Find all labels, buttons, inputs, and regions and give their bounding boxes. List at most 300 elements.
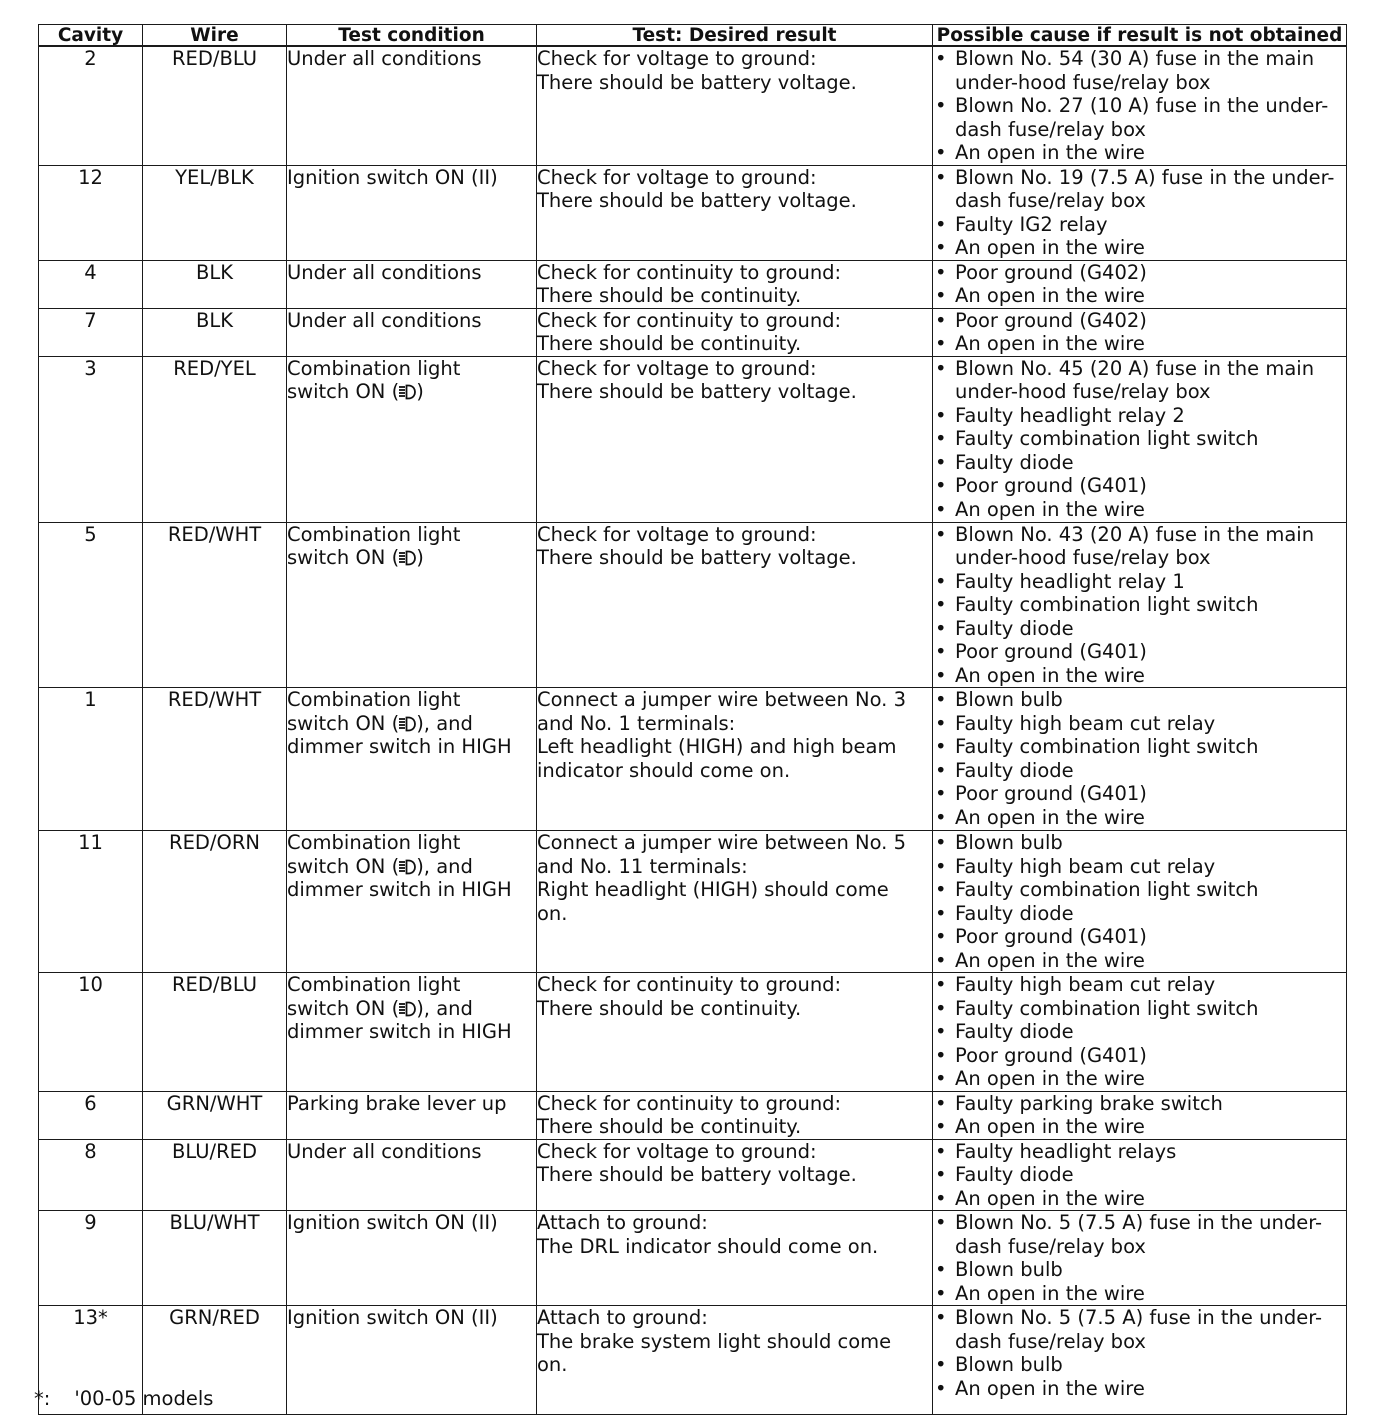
desired-result-cell bbox=[537, 1306, 933, 1415]
cause-item bbox=[933, 1067, 1346, 1091]
result-text: Check for voltage to ground: bbox=[537, 356, 817, 380]
cause-text: Blown bulb bbox=[955, 831, 1063, 854]
result-text: The DRL indicator should come on. bbox=[537, 1234, 879, 1258]
test-condition-cell bbox=[287, 1091, 537, 1139]
cause-item bbox=[933, 949, 1346, 973]
result-text: Connect a jumper wire between No. 5 bbox=[537, 831, 906, 854]
cause-item bbox=[933, 925, 1346, 949]
desired-result-cell bbox=[537, 831, 933, 973]
cause-item bbox=[933, 1092, 1346, 1116]
bullet-icon: • bbox=[935, 332, 947, 355]
cause-item bbox=[933, 523, 1346, 570]
cavity-cell bbox=[39, 356, 143, 522]
desired-result-cell bbox=[537, 356, 933, 522]
cavity-number: 13* bbox=[73, 1306, 108, 1329]
desired-result-cell bbox=[537, 260, 933, 308]
cause-item bbox=[933, 47, 1346, 94]
cause-item bbox=[933, 1306, 1346, 1353]
bullet-icon: • bbox=[935, 522, 947, 546]
result-text: Check for continuity to ground: bbox=[537, 1091, 842, 1115]
cause-text: Faulty parking brake switch bbox=[955, 1091, 1223, 1115]
wire-cell bbox=[143, 1091, 287, 1139]
bullet-icon: • bbox=[935, 1211, 947, 1234]
bullet-icon: • bbox=[935, 1020, 947, 1043]
possible-cause-cell bbox=[933, 688, 1347, 831]
headlight-high-beam-icon bbox=[399, 382, 416, 398]
cause-item bbox=[933, 498, 1346, 522]
cavity-number: 3 bbox=[84, 356, 97, 380]
cause-item bbox=[933, 855, 1346, 879]
wire-cell bbox=[143, 522, 287, 688]
cavity-cell bbox=[39, 260, 143, 308]
condition-line bbox=[287, 380, 536, 404]
condition-text: Combination light bbox=[287, 356, 461, 380]
wire-color: RED/YEL bbox=[173, 356, 256, 380]
cause-text: An open in the wire bbox=[955, 1186, 1145, 1210]
cause-item bbox=[933, 759, 1346, 783]
condition-line bbox=[287, 712, 536, 736]
cause-text: Blown No. 45 (20 A) fuse in the main under-hood fuse/relay box bbox=[955, 356, 1315, 403]
cause-text: Faulty headlight relay 1 bbox=[955, 569, 1185, 593]
bullet-icon: • bbox=[935, 284, 947, 307]
wire-color: YEL/BLK bbox=[175, 165, 254, 189]
cause-text: Poor ground (G402) bbox=[955, 308, 1147, 332]
condition-text: switch ON ( bbox=[287, 711, 400, 735]
footnote-text: '00-05 models bbox=[74, 1387, 214, 1410]
cause-text: An open in the wire bbox=[955, 141, 1145, 164]
result-text: Check for voltage to ground: bbox=[537, 165, 817, 189]
cause-text: Blown No. 5 (7.5 A) fuse in the under-dash fuse/relay box bbox=[955, 1306, 1323, 1353]
cause-list bbox=[933, 831, 1346, 972]
cause-item bbox=[933, 1282, 1346, 1306]
headlight-high-beam-icon bbox=[399, 714, 416, 730]
cause-text: Faulty combination light switch bbox=[955, 427, 1259, 450]
result-text: There should be continuity. bbox=[537, 1115, 802, 1138]
condition-text: Under all conditions bbox=[287, 308, 482, 332]
wire-color: RED/ORN bbox=[169, 831, 260, 854]
cause-text: Poor ground (G401) bbox=[955, 1043, 1147, 1067]
table-body bbox=[39, 46, 1347, 1415]
possible-cause-cell bbox=[933, 308, 1347, 356]
bullet-icon: • bbox=[935, 688, 947, 711]
cause-text: Faulty diode bbox=[955, 450, 1074, 474]
possible-cause-cell bbox=[933, 831, 1347, 973]
cavity-cell bbox=[39, 1091, 143, 1139]
table-header-row bbox=[39, 25, 1347, 47]
cause-item bbox=[933, 617, 1346, 641]
bullet-icon: • bbox=[935, 996, 947, 1020]
possible-cause-cell bbox=[933, 356, 1347, 522]
cause-text: Poor ground (G401) bbox=[955, 640, 1147, 663]
cause-item bbox=[933, 451, 1346, 475]
table-row bbox=[39, 356, 1347, 522]
cause-list bbox=[933, 166, 1346, 260]
cavity-number: 8 bbox=[84, 1139, 97, 1163]
wire-color: RED/BLU bbox=[172, 47, 257, 70]
bullet-icon: • bbox=[935, 403, 947, 427]
cavity-number: 12 bbox=[78, 165, 103, 189]
possible-cause-cell bbox=[933, 973, 1347, 1092]
bullet-icon: • bbox=[935, 782, 947, 805]
cause-item bbox=[933, 712, 1346, 736]
cause-text: An open in the wire bbox=[955, 1115, 1145, 1138]
desired-result-cell bbox=[537, 1139, 933, 1211]
desired-result-cell bbox=[537, 688, 933, 831]
cause-text: Blown No. 54 (30 A) fuse in the main under-hood fuse/relay box bbox=[955, 47, 1315, 94]
possible-cause-cell bbox=[933, 1211, 1347, 1306]
cavity-number: 1 bbox=[84, 688, 97, 711]
result-text: There should be battery voltage. bbox=[537, 189, 857, 212]
condition-line bbox=[287, 855, 536, 879]
condition-text: dimmer switch in HIGH bbox=[287, 878, 512, 901]
cause-list bbox=[933, 973, 1346, 1091]
bullet-icon: • bbox=[935, 427, 947, 450]
test-condition-cell bbox=[287, 1139, 537, 1211]
bullet-icon: • bbox=[935, 663, 947, 687]
cause-list bbox=[933, 47, 1346, 165]
cavity-cell bbox=[39, 165, 143, 260]
bullet-icon: • bbox=[935, 1353, 947, 1376]
result-text: indicator should come on. bbox=[537, 758, 791, 782]
cause-text: Faulty combination light switch bbox=[955, 878, 1259, 901]
cavity-cell bbox=[39, 1211, 143, 1306]
cause-text: Faulty diode bbox=[955, 901, 1074, 925]
wire-cell bbox=[143, 46, 287, 165]
condition-text: switch ON ( bbox=[287, 996, 400, 1020]
footnote bbox=[34, 1387, 213, 1411]
result-text: There should be continuity. bbox=[537, 996, 802, 1020]
bullet-icon: • bbox=[935, 94, 947, 117]
cause-text: Blown bulb bbox=[955, 1353, 1063, 1376]
condition-text: Under all conditions bbox=[287, 260, 482, 284]
cavity-number: 7 bbox=[84, 308, 97, 332]
result-text: Check for voltage to ground: bbox=[537, 47, 817, 70]
cause-text: Faulty combination light switch bbox=[955, 735, 1259, 758]
bullet-icon: • bbox=[935, 758, 947, 782]
table-row bbox=[39, 165, 1347, 260]
cause-item bbox=[933, 94, 1346, 141]
bullet-icon: • bbox=[935, 1139, 947, 1163]
cause-text: Poor ground (G402) bbox=[955, 260, 1147, 284]
bullet-icon: • bbox=[935, 308, 947, 332]
bullet-icon: • bbox=[935, 616, 947, 640]
cause-item bbox=[933, 141, 1346, 165]
cavity-number: 4 bbox=[84, 260, 97, 284]
condition-text: Combination light bbox=[287, 688, 461, 711]
table-row bbox=[39, 831, 1347, 973]
result-text: and No. 1 terminals: bbox=[537, 711, 736, 735]
result-text: Right headlight (HIGH) should come bbox=[537, 878, 889, 901]
cause-text: Faulty diode bbox=[955, 1020, 1074, 1043]
cause-list bbox=[933, 688, 1346, 829]
cavity-number: 10 bbox=[78, 973, 103, 996]
possible-cause-cell bbox=[933, 522, 1347, 688]
wire-cell bbox=[143, 831, 287, 973]
table-row bbox=[39, 46, 1347, 165]
cause-list bbox=[933, 1211, 1346, 1305]
cavity-cell bbox=[39, 522, 143, 688]
result-text: There should be battery voltage. bbox=[537, 380, 857, 403]
cause-text: Faulty combination light switch bbox=[955, 593, 1259, 616]
cavity-number: 6 bbox=[84, 1091, 97, 1115]
bullet-icon: • bbox=[935, 165, 947, 189]
cause-item bbox=[933, 1115, 1346, 1139]
cause-item bbox=[933, 593, 1346, 617]
condition-text: ), and bbox=[416, 711, 473, 735]
result-text: Connect a jumper wire between No. 3 bbox=[537, 688, 906, 711]
test-condition-cell bbox=[287, 356, 537, 522]
cause-text: Blown bulb bbox=[955, 688, 1063, 711]
cause-list bbox=[933, 261, 1346, 308]
test-condition-cell bbox=[287, 46, 537, 165]
cause-item bbox=[933, 309, 1346, 333]
condition-line bbox=[287, 546, 536, 570]
condition-text: Parking brake lever up bbox=[287, 1091, 507, 1115]
bullet-icon: • bbox=[935, 1306, 947, 1329]
cavity-cell bbox=[39, 831, 143, 973]
wire-cell bbox=[143, 260, 287, 308]
table-row bbox=[39, 688, 1347, 831]
bullet-icon: • bbox=[935, 1281, 947, 1305]
cause-item bbox=[933, 806, 1346, 830]
wire-cell bbox=[143, 1139, 287, 1211]
cause-item bbox=[933, 878, 1346, 902]
condition-text: Combination light bbox=[287, 973, 461, 996]
bullet-icon: • bbox=[935, 925, 947, 948]
result-text: The brake system light should come bbox=[537, 1329, 892, 1353]
table-row bbox=[39, 308, 1347, 356]
table-row bbox=[39, 1091, 1347, 1139]
condition-text: Combination light bbox=[287, 831, 461, 854]
bullet-icon: • bbox=[935, 948, 947, 972]
cavity-cell bbox=[39, 1139, 143, 1211]
cause-item bbox=[933, 1020, 1346, 1044]
condition-text: Ignition switch ON (II) bbox=[287, 1211, 498, 1234]
test-condition-cell bbox=[287, 688, 537, 831]
test-condition-cell bbox=[287, 1211, 537, 1306]
cause-list bbox=[933, 523, 1346, 688]
bullet-icon: • bbox=[935, 1091, 947, 1115]
cause-text: Poor ground (G401) bbox=[955, 925, 1147, 948]
cause-item bbox=[933, 664, 1346, 688]
result-text: There should be continuity. bbox=[537, 284, 802, 307]
bullet-icon: • bbox=[935, 593, 947, 616]
bullet-icon: • bbox=[935, 1067, 947, 1090]
possible-cause-cell bbox=[933, 260, 1347, 308]
table-row bbox=[39, 260, 1347, 308]
cause-item bbox=[933, 1187, 1346, 1211]
desired-result-cell bbox=[537, 522, 933, 688]
cause-item bbox=[933, 236, 1346, 260]
condition-text: ), and bbox=[416, 854, 473, 878]
cause-item bbox=[933, 1163, 1346, 1187]
wire-cell bbox=[143, 308, 287, 356]
cause-item bbox=[933, 427, 1346, 451]
cause-text: An open in the wire bbox=[955, 284, 1145, 307]
cause-item bbox=[933, 1353, 1346, 1377]
cause-item bbox=[933, 474, 1346, 498]
wire-color: RED/WHT bbox=[167, 688, 262, 711]
cause-item bbox=[933, 1211, 1346, 1258]
condition-text: Under all conditions bbox=[287, 1139, 482, 1163]
cause-text: Faulty diode bbox=[955, 758, 1074, 782]
cause-text: Blown No. 5 (7.5 A) fuse in the under-dash fuse/relay box bbox=[955, 1211, 1323, 1258]
bullet-icon: • bbox=[935, 1376, 947, 1400]
bullet-icon: • bbox=[935, 236, 947, 259]
bullet-icon: • bbox=[935, 805, 947, 829]
cause-text: An open in the wire bbox=[955, 1281, 1145, 1305]
cause-item bbox=[933, 1140, 1346, 1164]
cavity-number: 9 bbox=[84, 1211, 97, 1234]
condition-text: switch ON ( bbox=[287, 854, 400, 878]
cause-list bbox=[933, 1140, 1346, 1211]
table-row bbox=[39, 1306, 1347, 1415]
cause-item bbox=[933, 404, 1346, 428]
cause-text: Blown No. 19 (7.5 A) fuse in the under-dash fuse/relay box bbox=[955, 165, 1335, 212]
headlight-high-beam-icon bbox=[399, 999, 416, 1015]
bullet-icon: • bbox=[935, 1163, 947, 1186]
cavity-cell bbox=[39, 308, 143, 356]
result-text: Check for continuity to ground: bbox=[537, 973, 842, 996]
footnote-mark: *: bbox=[34, 1387, 51, 1410]
bullet-icon: • bbox=[935, 47, 947, 70]
wire-cell bbox=[143, 1211, 287, 1306]
desired-result-cell bbox=[537, 46, 933, 165]
result-text: Left headlight (HIGH) and high beam bbox=[537, 735, 897, 758]
header-desired-result: Test: Desired result bbox=[537, 25, 933, 47]
bullet-icon: • bbox=[935, 711, 947, 735]
possible-cause-cell bbox=[933, 46, 1347, 165]
result-text: Attach to ground: bbox=[537, 1306, 708, 1329]
header-wire: Wire bbox=[143, 25, 287, 47]
possible-cause-cell bbox=[933, 1091, 1347, 1139]
possible-cause-cell bbox=[933, 1306, 1347, 1415]
cause-text: Blown No. 27 (10 A) fuse in the under-dash fuse/relay box bbox=[955, 94, 1329, 141]
cause-list bbox=[933, 1092, 1346, 1139]
desired-result-cell bbox=[537, 973, 933, 1092]
cavity-cell bbox=[39, 973, 143, 1092]
wire-color: RED/WHT bbox=[167, 522, 262, 546]
cause-text: Poor ground (G401) bbox=[955, 474, 1147, 497]
cavity-number: 5 bbox=[84, 522, 97, 546]
bullet-icon: • bbox=[935, 474, 947, 497]
test-condition-cell bbox=[287, 1306, 537, 1415]
cause-text: An open in the wire bbox=[955, 1376, 1145, 1400]
header-cavity: Cavity bbox=[39, 25, 143, 47]
bullet-icon: • bbox=[935, 854, 947, 878]
result-text: on. bbox=[537, 1353, 568, 1376]
cause-item bbox=[933, 284, 1346, 308]
desired-result-cell bbox=[537, 1091, 933, 1139]
cause-text: An open in the wire bbox=[955, 236, 1145, 259]
cause-item bbox=[933, 332, 1346, 356]
bullet-icon: • bbox=[935, 1043, 947, 1067]
diagnostic-table-sheet bbox=[38, 24, 1346, 1415]
cavity-number: 2 bbox=[84, 47, 97, 70]
result-text: There should be battery voltage. bbox=[537, 70, 857, 94]
cause-list bbox=[933, 1306, 1346, 1400]
cause-text: An open in the wire bbox=[955, 1067, 1145, 1090]
condition-text: Ignition switch ON (II) bbox=[287, 165, 498, 189]
cause-item bbox=[933, 997, 1346, 1021]
cause-item bbox=[933, 831, 1346, 855]
cause-text: An open in the wire bbox=[955, 497, 1145, 521]
test-condition-cell bbox=[287, 831, 537, 973]
table-row bbox=[39, 1211, 1347, 1306]
cause-item bbox=[933, 902, 1346, 926]
result-text: There should be battery voltage. bbox=[537, 1163, 857, 1186]
wire-color: BLU/WHT bbox=[169, 1211, 260, 1234]
condition-text: Ignition switch ON (II) bbox=[287, 1306, 498, 1329]
cause-item bbox=[933, 261, 1346, 285]
wire-cell bbox=[143, 688, 287, 831]
wire-cell bbox=[143, 356, 287, 522]
result-text: There should be continuity. bbox=[537, 332, 802, 355]
cause-item bbox=[933, 735, 1346, 759]
bullet-icon: • bbox=[935, 878, 947, 901]
cause-text: Blown No. 43 (20 A) fuse in the main under-hood fuse/relay box bbox=[955, 522, 1315, 569]
cause-item bbox=[933, 357, 1346, 404]
bullet-icon: • bbox=[935, 973, 947, 996]
condition-text: switch ON ( bbox=[287, 546, 400, 569]
bullet-icon: • bbox=[935, 901, 947, 925]
result-text: Check for voltage to ground: bbox=[537, 1139, 817, 1163]
cause-text: An open in the wire bbox=[955, 332, 1145, 355]
desired-result-cell bbox=[537, 1211, 933, 1306]
result-text: and No. 11 terminals: bbox=[537, 854, 748, 878]
cause-text: Faulty diode bbox=[955, 616, 1074, 640]
result-text: Check for continuity to ground: bbox=[537, 308, 842, 332]
connector-test-table bbox=[38, 24, 1347, 1415]
wire-color: GRN/WHT bbox=[166, 1091, 263, 1115]
cause-text: Faulty high beam cut relay bbox=[955, 711, 1216, 735]
bullet-icon: • bbox=[935, 1115, 947, 1138]
condition-text: switch ON ( bbox=[287, 380, 400, 403]
cause-item bbox=[933, 213, 1346, 237]
condition-line bbox=[287, 997, 536, 1021]
condition-text: dimmer switch in HIGH bbox=[287, 1020, 512, 1043]
table-row bbox=[39, 1139, 1347, 1211]
cause-text: An open in the wire bbox=[955, 948, 1145, 972]
bullet-icon: • bbox=[935, 735, 947, 758]
condition-text: Combination light bbox=[287, 522, 461, 546]
result-text: Attach to ground: bbox=[537, 1211, 708, 1234]
test-condition-cell bbox=[287, 973, 537, 1092]
condition-text: ) bbox=[416, 546, 424, 569]
cause-text: Faulty combination light switch bbox=[955, 996, 1259, 1020]
headlight-high-beam-icon bbox=[399, 857, 416, 873]
condition-text: dimmer switch in HIGH bbox=[287, 735, 512, 758]
cause-text: Faulty high beam cut relay bbox=[955, 973, 1216, 996]
bullet-icon: • bbox=[935, 1186, 947, 1210]
test-condition-cell bbox=[287, 308, 537, 356]
cause-item bbox=[933, 166, 1346, 213]
desired-result-cell bbox=[537, 165, 933, 260]
wire-color: GRN/RED bbox=[169, 1306, 260, 1329]
possible-cause-cell bbox=[933, 165, 1347, 260]
wire-color: BLU/RED bbox=[172, 1139, 257, 1163]
wire-cell bbox=[143, 165, 287, 260]
bullet-icon: • bbox=[935, 212, 947, 236]
header-test-condition: Test condition bbox=[287, 25, 537, 47]
cause-item bbox=[933, 640, 1346, 664]
result-text: Check for continuity to ground: bbox=[537, 260, 842, 284]
cavity-cell bbox=[39, 688, 143, 831]
wire-color: BLK bbox=[195, 308, 234, 332]
test-condition-cell bbox=[287, 260, 537, 308]
header-possible-cause: Possible cause if result is not obtained bbox=[933, 25, 1347, 47]
result-text: on. bbox=[537, 901, 568, 925]
